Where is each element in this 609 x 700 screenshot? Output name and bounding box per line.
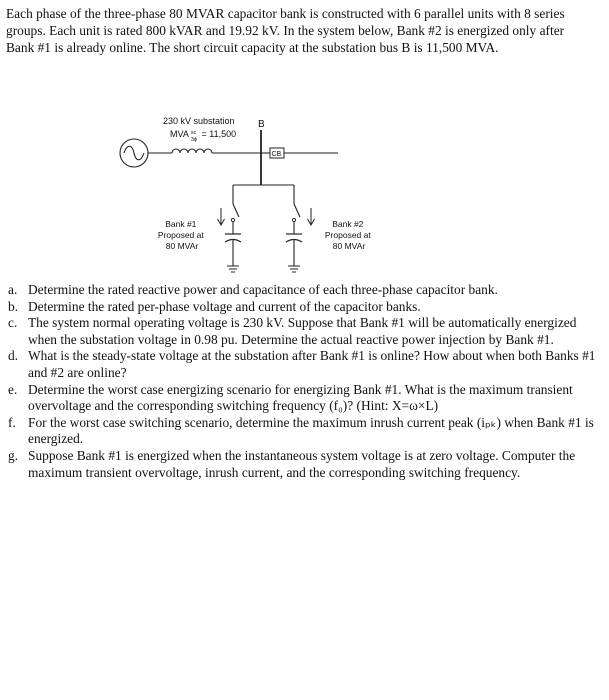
inductor-icon — [172, 149, 212, 153]
question-item — [6, 448, 596, 481]
bank1-switch-contact — [231, 218, 234, 221]
question-item — [6, 299, 596, 316]
bank1-label-line2: Proposed at — [157, 230, 204, 240]
bank2-switch-icon — [294, 204, 300, 217]
question-item — [6, 315, 596, 348]
question-letter: c. — [8, 315, 18, 331]
question-letter: b. — [8, 298, 19, 314]
mva-subscript: 3ϕ — [190, 137, 198, 143]
question-letter: f. — [8, 414, 16, 430]
bank2-label-line3: 80 MVAr — [332, 241, 366, 251]
bank2-switch-contact — [292, 218, 295, 221]
substation-label: 230 kV substation — [163, 116, 235, 126]
question-text: Determine the worst case energizing scenario for energizing Bank #1. What is the maximum transient overvoltage and the corresponding switching frequency (f₀)? (Hint: X=ω×L) — [28, 381, 573, 414]
mva-superscript: sc — [190, 130, 197, 136]
problem-statement: Each phase of the three-phase 80 MVAR capacitor bank is constructed with 6 parallel units with 8 series groups. Each unit is rated 800 kVAR and 19.92 kV. In the system below, Bank #2 is energized only after Bank #1 is already online. The short circuit capacity at the substation bus B is 11,500 MVA. — [6, 6, 565, 55]
question-letter: e. — [8, 381, 18, 397]
question-text: Determine the rated reactive power and capacitance of each three-phase capacitor bank. — [28, 282, 498, 297]
question-letter: g. — [8, 447, 19, 463]
question-text: For the worst case switching scenario, determine the maximum inrush current peak (iₚₖ) when Bank #1 is energized. — [28, 414, 594, 447]
question-item — [6, 382, 596, 415]
question-letter: d. — [8, 348, 19, 364]
question-text: What is the steady-state voltage at the substation after Bank #1 is online? How about when both Banks #1 and #2 are online? — [28, 348, 596, 380]
bank2-label-line1: Bank #2 — [332, 219, 364, 229]
question-item — [6, 282, 596, 299]
one-line-diagram — [108, 108, 408, 288]
bank1-switch-icon — [233, 204, 239, 217]
question-letter: a. — [8, 282, 18, 297]
ac-source-wave — [124, 146, 144, 160]
bus-label: B — [258, 119, 265, 130]
question-item — [6, 348, 596, 381]
question-text: The system normal operating voltage is 230 kV. Suppose that Bank #1 will be automatically energized when the substation voltage in 0.98 pu. Determine the actual reactive power injection by Bank #1. — [28, 315, 577, 347]
bank1-label-line3: 80 MVAr — [165, 241, 199, 251]
mva-value: = 11,500 — [201, 129, 237, 139]
question-item — [6, 415, 596, 448]
question-text: Suppose Bank #1 is energized when the instantaneous system voltage is at zero voltage. Computer the maximum transient overvoltage, inrush current, and the corresponding switching frequency. — [28, 447, 576, 480]
question-text: Determine the rated per-phase voltage and current of the capacitor banks. — [28, 298, 421, 314]
question-list — [6, 282, 596, 481]
bank1-label — [158, 219, 206, 251]
bank1-label-line1: Bank #1 — [165, 219, 197, 229]
breaker-label: CB — [271, 151, 282, 158]
bank2-label-line2: Proposed at — [324, 230, 371, 240]
mva-prefix: MVA — [170, 129, 189, 139]
bank2-label — [325, 219, 373, 251]
mva-label — [170, 126, 236, 143]
